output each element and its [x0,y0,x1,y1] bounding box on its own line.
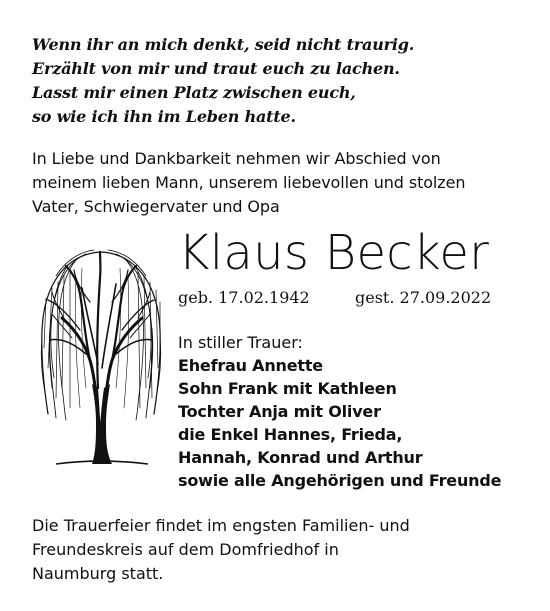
mourner-line: die Enkel Hannes, Frieda, [178,425,403,444]
farewell-line: meinem lieben Mann, unserem liebevollen und stolzen [32,173,466,192]
memorial-poem [32,33,414,129]
funeral-info [32,514,410,586]
farewell-line: In Liebe und Dankbarkeit nehmen wir Abschied von [32,149,441,168]
funeral-line: Die Trauerfeier findet im engsten Familien- und [32,516,410,535]
birth-date: geb. 17.02.1942 [178,288,310,307]
willow-tree-icon [36,238,166,466]
mourner-line: Ehefrau Annette [178,356,323,375]
poem-line: Wenn ihr an mich denkt, seid nicht traurig. [32,35,415,54]
farewell-line: Vater, Schwiegervater und Opa [32,197,280,216]
mourners-heading: In stiller Trauer: [178,333,303,352]
poem-line: Lasst mir einen Platz zwischen euch, [32,83,356,102]
mourners-list [178,331,501,492]
mourner-line: Tochter Anja mit Oliver [178,402,381,421]
mourner-line: Hannah, Konrad und Arthur [178,448,423,467]
poem-line: Erzählt von mir und traut euch zu lachen. [32,59,400,78]
mourner-line: sowie alle Angehörigen und Freunde [178,471,502,490]
farewell-text [32,147,465,219]
death-date: gest. 27.09.2022 [355,288,492,307]
deceased-name: Klaus Becker [178,225,490,281]
life-dates [178,286,492,310]
funeral-line: Naumburg statt. [32,564,164,583]
mourner-line: Sohn Frank mit Kathleen [178,379,397,398]
funeral-line: Freundeskreis auf dem Domfriedhof in [32,540,339,559]
poem-line: so wie ich ihn im Leben hatte. [32,107,296,126]
